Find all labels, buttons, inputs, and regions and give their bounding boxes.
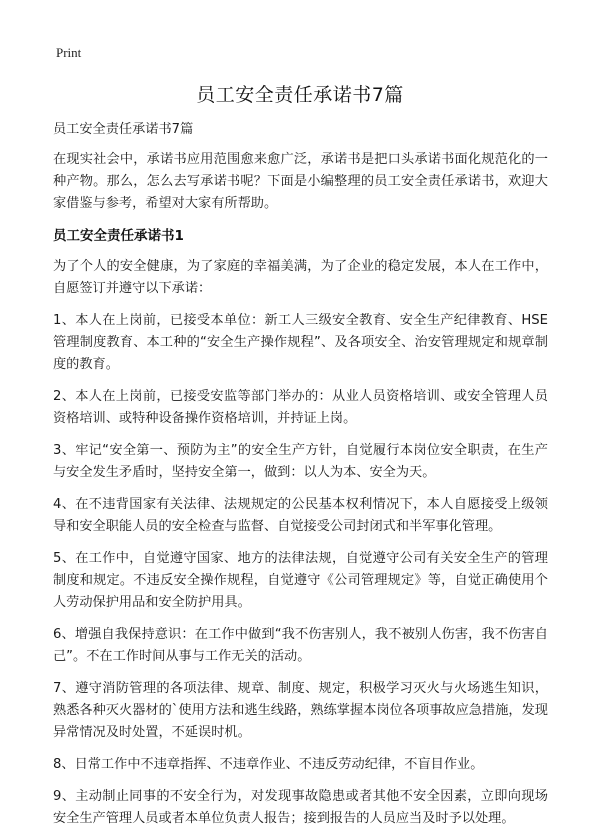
page-title: 员工安全责任承诺书7篇: [196, 84, 404, 106]
body-paragraph: 3、牢记“安全第一、预防为主”的安全生产方针，自觉履行本岗位安全职责，在生产与安全发生矛盾时，坚持安全第一，做到：以人为本、安全为天。: [53, 443, 548, 480]
body-paragraph: 9、主动制止同事的不安全行为，对发现事故隐患或者其他不安全因素，立即向现场安全生产管理人员或者本单位负责人报告；接到报告的人员应当及时予以处理。: [53, 789, 548, 826]
document-body: [53, 119, 548, 840]
document-subtitle: 员工安全责任承诺书7篇: [53, 122, 194, 137]
body-paragraph: 6、增强自我保持意识：在工作中做到“我不伤害别人，我不被别人伤害，我不伤害自己”。不在工作时间从事与工作无关的活动。: [53, 627, 548, 664]
body-paragraph: 4、在不违背国家有关法律、法规规定的公民基本权利情况下，本人自愿接受上级领导和安全职能人员的安全检查与监督、自觉接受公司封闭式和半军事化管理。: [53, 497, 548, 534]
section-heading: 员工安全责任承诺书1: [53, 228, 184, 244]
body-paragraph: 2、本人在上岗前，已接受安监等部门举办的：从业人员资格培训、或安全管理人员资格培训、或特种设备操作资格培训，并持证上岗。: [53, 389, 548, 426]
intro-paragraph: 在现实社会中，承诺书应用范围愈来愈广泛，承诺书是把口头承诺书面化规范化的一种产物。那么，怎么去写承诺书呢？下面是小编整理的员工安全责任承诺书，欢迎大家借鉴与参考，希望对大家有所帮助。: [53, 152, 548, 211]
body-paragraph: 5、在工作中，自觉遵守国家、地方的法律法规，自觉遵守公司有关安全生产的管理制度和规定。不违反安全操作规程，自觉遵守《公司管理规定》等，自觉正确使用个人劳动保护用品和安全防护用具。: [53, 551, 548, 610]
body-paragraph: 8、日常工作中不违章指挥、不违章作业、不违反劳动纪律，不盲目作业。: [53, 757, 484, 772]
print-label: Print: [56, 45, 82, 60]
body-paragraph: 1、本人在上岗前，已接受本单位：新工人三级安全教育、安全生产纪律教育、HSE管理制度教育、本工种的“安全生产操作规程”、及各项安全、治安管理规定和规章制度的教育。: [53, 313, 548, 372]
body-paragraph: 7、遵守消防管理的各项法律、规章、制度、规定，积极学习灭火与火场逃生知识，熟悉各种灭火器材的`使用方法和逃生线路，熟练掌握本岗位各项事故应急措施，发现异常情况及时处置，不延误时机。: [53, 681, 548, 740]
body-paragraph: 为了个人的安全健康，为了家庭的幸福美满，为了企业的稳定发展，本人在工作中，自愿签订并遵守以下承诺：: [53, 259, 548, 296]
